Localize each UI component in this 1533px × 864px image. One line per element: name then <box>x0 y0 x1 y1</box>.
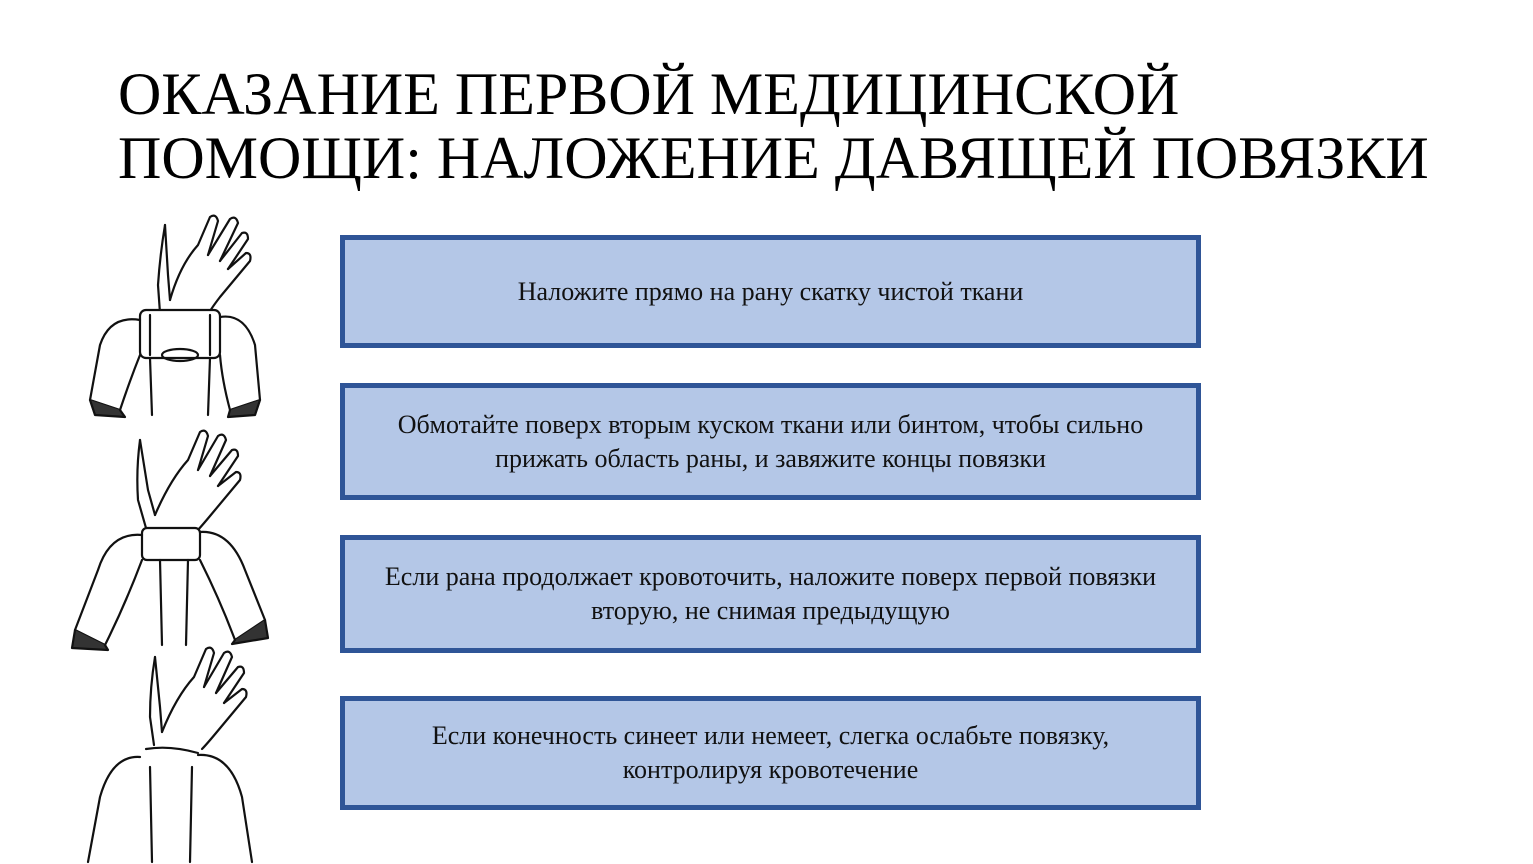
step-box-1 <box>340 235 1201 348</box>
title-line-2: ПОМОЩИ: НАЛОЖЕНИЕ ДАВЯЩЕЙ ПОВЯЗКИ <box>118 125 1429 191</box>
page-title <box>118 62 1498 190</box>
step-text: Наложите прямо на рану скатку чистой ткани <box>517 276 1024 306</box>
step-box-3 <box>340 535 1201 653</box>
step-text: Если конечность синеет или немеет, слегка ослабьте повязку, контролируя кровотечение <box>431 721 1110 784</box>
bandaging-hand-illustration <box>70 205 280 864</box>
step-box-4 <box>340 696 1201 810</box>
hand-panel-3 <box>88 648 252 862</box>
step-text: Обмотайте поверх вторым куском ткани или бинтом, чтобы сильно прижать область раны, и завяжите концы повязки <box>397 409 1144 473</box>
hand-panel-2 <box>72 431 268 650</box>
step-box-2 <box>340 383 1201 500</box>
hand-panel-1 <box>90 216 260 417</box>
title-line-1: ОКАЗАНИЕ ПЕРВОЙ МЕДИЦИНСКОЙ <box>118 61 1180 127</box>
step-text: Если рана продолжает кровоточить, наложите поверх первой повязки вторую, не снимая предыдущую <box>384 562 1157 625</box>
